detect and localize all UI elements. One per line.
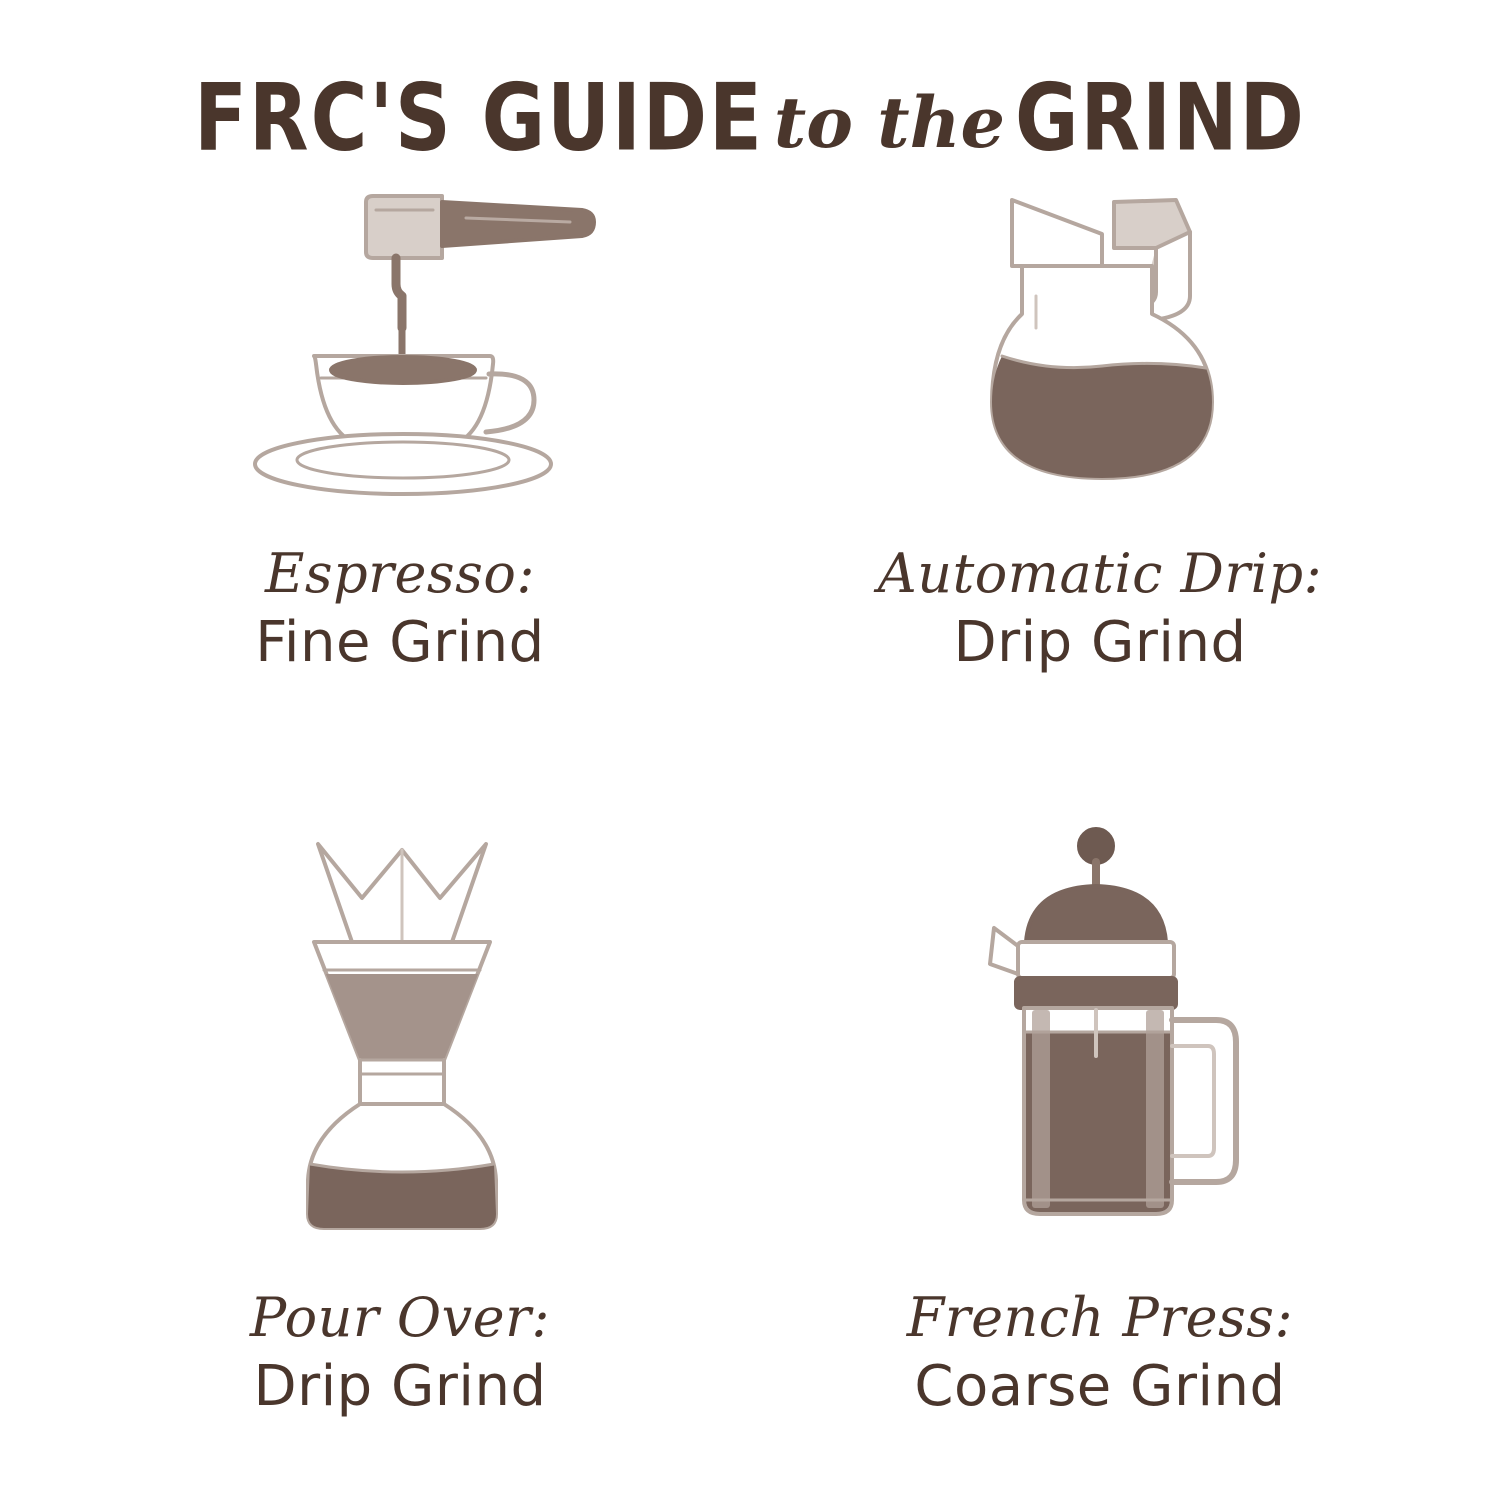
glass-coffee-carafe-icon xyxy=(890,188,1310,518)
pour-over-method-label: Pour Over: xyxy=(249,1285,551,1349)
title-part-three: GRIND xyxy=(1015,63,1306,172)
french-press-icon xyxy=(890,824,1310,1254)
title-part-two: to the xyxy=(773,81,1006,164)
french-press-grind-label: Coarse Grind xyxy=(914,1353,1286,1419)
espresso-method-label: Espresso: xyxy=(264,542,536,605)
pour-over-chemex-icon xyxy=(190,824,610,1254)
french-press-caption xyxy=(906,1285,1294,1419)
espresso-cup-with-portafilter-icon xyxy=(190,188,610,518)
page-title xyxy=(60,63,1440,172)
brew-card-french-press xyxy=(760,824,1440,1460)
automatic-drip-method-label: Automatic Drip: xyxy=(877,542,1323,605)
brew-card-pour-over xyxy=(60,824,740,1460)
espresso-grind-label: Fine Grind xyxy=(255,610,545,676)
pour-over-art xyxy=(190,824,610,1254)
pour-over-grind-label: Drip Grind xyxy=(253,1353,547,1419)
espresso-art xyxy=(190,188,610,518)
automatic-drip-art xyxy=(890,188,1310,518)
automatic-drip-caption xyxy=(878,544,1322,675)
brew-card-automatic-drip xyxy=(760,188,1440,824)
french-press-art xyxy=(890,824,1310,1254)
espresso-caption xyxy=(255,544,544,675)
french-press-method-label: French Press: xyxy=(906,1285,1294,1349)
automatic-drip-grind-label: Drip Grind xyxy=(953,610,1247,676)
title-part-one: FRC'S GUIDE xyxy=(194,63,764,172)
brew-card-espresso xyxy=(60,188,740,824)
pour-over-caption xyxy=(249,1285,551,1419)
brew-method-grid xyxy=(60,188,1440,1459)
